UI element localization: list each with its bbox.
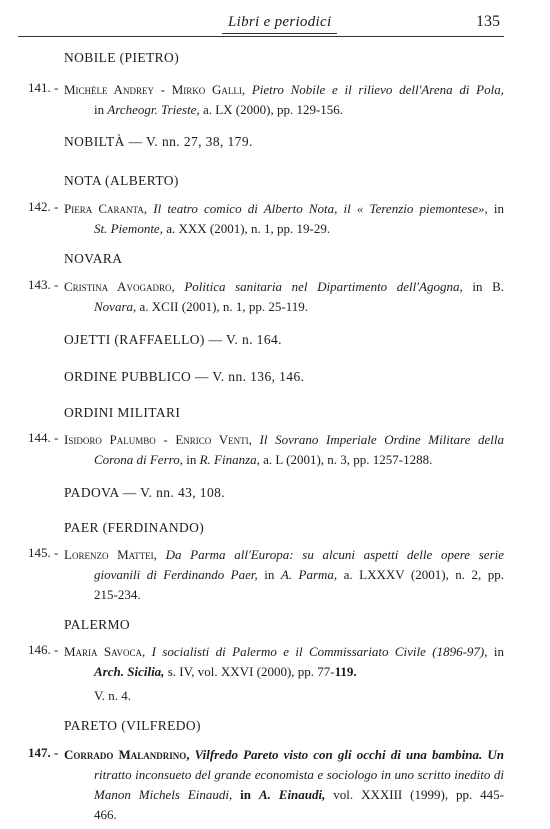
journal: Arch. Sicilia, bbox=[94, 664, 165, 679]
entry-title: Vilfredo Pareto visto con gli occhi di una bambina. Un bbox=[194, 747, 504, 762]
entry-title: Da Parma all'Europa: su alcuni aspetti delle opere serie bbox=[165, 547, 505, 562]
section-heading: NOVARA bbox=[64, 251, 123, 266]
entry-number: 141. - bbox=[28, 80, 59, 95]
entry-line: Manon Michels Einaudi, in A. Einaudi, vol. XXXIII (1999), pp. 445- bbox=[94, 787, 504, 802]
entry-author: Cristina Avogadro, bbox=[64, 279, 175, 294]
running-title: Libri e periodici bbox=[228, 14, 331, 31]
section-heading: PADOVA — V. nn. 43, 108. bbox=[64, 485, 226, 500]
entry-line bbox=[64, 430, 504, 450]
journal: Archeogr. Trieste, bbox=[107, 102, 200, 117]
entry-number: 147. - bbox=[28, 745, 59, 760]
section-heading: NOTA (ALBERTO) bbox=[64, 173, 179, 188]
section-heading: OJETTI (RAFFAELLO) — V. n. 164. bbox=[64, 332, 282, 347]
entry-line: ritratto inconsueto del grande economista e sociologo in uno scritto inedito di bbox=[94, 767, 504, 782]
section-heading: PALERMO bbox=[64, 617, 131, 632]
entry-author: Lorenzo Mattei, bbox=[64, 547, 157, 562]
running-header bbox=[18, 10, 504, 37]
journal: R. Finanza, bbox=[199, 452, 260, 467]
entry-number: 145. - bbox=[28, 545, 59, 560]
entry-title: Pietro Nobile e il rilievo dell'Arena di Pola, bbox=[251, 82, 504, 97]
entry-line: Arch. Sicilia, s. IV, vol. XXVI (2000), pp. 77-119. bbox=[94, 664, 357, 679]
entry-line: giovanili di Ferdinando Paer, in A. Parma, a. LXXXV (2001), n. 2, pp. bbox=[94, 567, 504, 582]
entry-number: 143. - bbox=[28, 277, 59, 292]
entry-line: 466. bbox=[94, 807, 117, 822]
section-heading: NOBILE (PIETRO) bbox=[64, 50, 180, 65]
entry-author: Maria Savoca, bbox=[64, 644, 146, 659]
entry-title: Politica sanitaria nel Dipartimento dell'Agogna, bbox=[184, 279, 463, 294]
entry-author: Corrado Malandrino, bbox=[64, 747, 190, 762]
entry-number: 142. - bbox=[28, 199, 59, 214]
entry-author: Piera Caranta, bbox=[64, 201, 148, 216]
entry-line: Corona di Ferro, in R. Finanza, a. L (2001), n. 3, pp. 1257-1288. bbox=[94, 452, 433, 467]
entry-number: 146. - bbox=[28, 642, 59, 657]
entry-line: Cristina Avogadro, Politica sanitaria nel Dipartimento dell'Agogna, in B. bbox=[64, 279, 504, 294]
entry-line: Maria Savoca, I socialisti di Palermo e il Commissariato Civile (1896-97), in bbox=[64, 644, 504, 659]
entry-line: Piera Caranta, Il teatro comico di Alberto Nota, il « Terenzio piemontese», in bbox=[64, 201, 505, 216]
section-heading: ORDINI MILITARI bbox=[64, 405, 181, 420]
journal: A. Parma, bbox=[280, 567, 338, 582]
entry-author: Isidoro Palumbo - Enrico Venti, bbox=[64, 432, 252, 447]
section-heading: PARETO (VILFREDO) bbox=[64, 718, 201, 733]
journal: A. Einaudi, bbox=[258, 787, 326, 802]
entry-line: 215-234. bbox=[94, 587, 141, 602]
entry-title: Il Sovrano Imperiale Ordine Militare della bbox=[259, 432, 504, 447]
entry-number: 144. - bbox=[28, 430, 59, 445]
entry-line bbox=[64, 545, 504, 565]
section-heading: ORDINE PUBBLICO — V. nn. 136, 146. bbox=[64, 369, 305, 384]
entry-line bbox=[64, 745, 504, 765]
section-heading: NOBILTÀ — V. nn. 27, 38, 179. bbox=[64, 134, 253, 149]
entry-line: in Archeogr. Trieste, a. LX (2000), pp. 129-156. bbox=[94, 102, 344, 117]
entry-title: Il teatro comico di Alberto Nota, il « Terenzio piemontese», bbox=[153, 201, 488, 216]
cross-reference: V. n. 4. bbox=[94, 688, 131, 703]
journal: Novara, bbox=[94, 299, 137, 314]
entry-line bbox=[64, 80, 504, 100]
page-number: 135 bbox=[476, 13, 500, 30]
section-heading: PAER (FERDINANDO) bbox=[64, 520, 205, 535]
entry-author: Michèle Andrey - Mirko Galli, bbox=[64, 82, 246, 97]
entry-line: Novara, a. XCII (2001), n. 1, pp. 25-119. bbox=[94, 299, 308, 314]
entry-title: I socialisti di Palermo e il Commissariato Civile (1896-97), bbox=[151, 644, 488, 659]
journal: St. Piemonte, bbox=[94, 221, 163, 236]
entry-line: St. Piemonte, a. XXX (2001), n. 1, pp. 19-29. bbox=[94, 221, 331, 236]
